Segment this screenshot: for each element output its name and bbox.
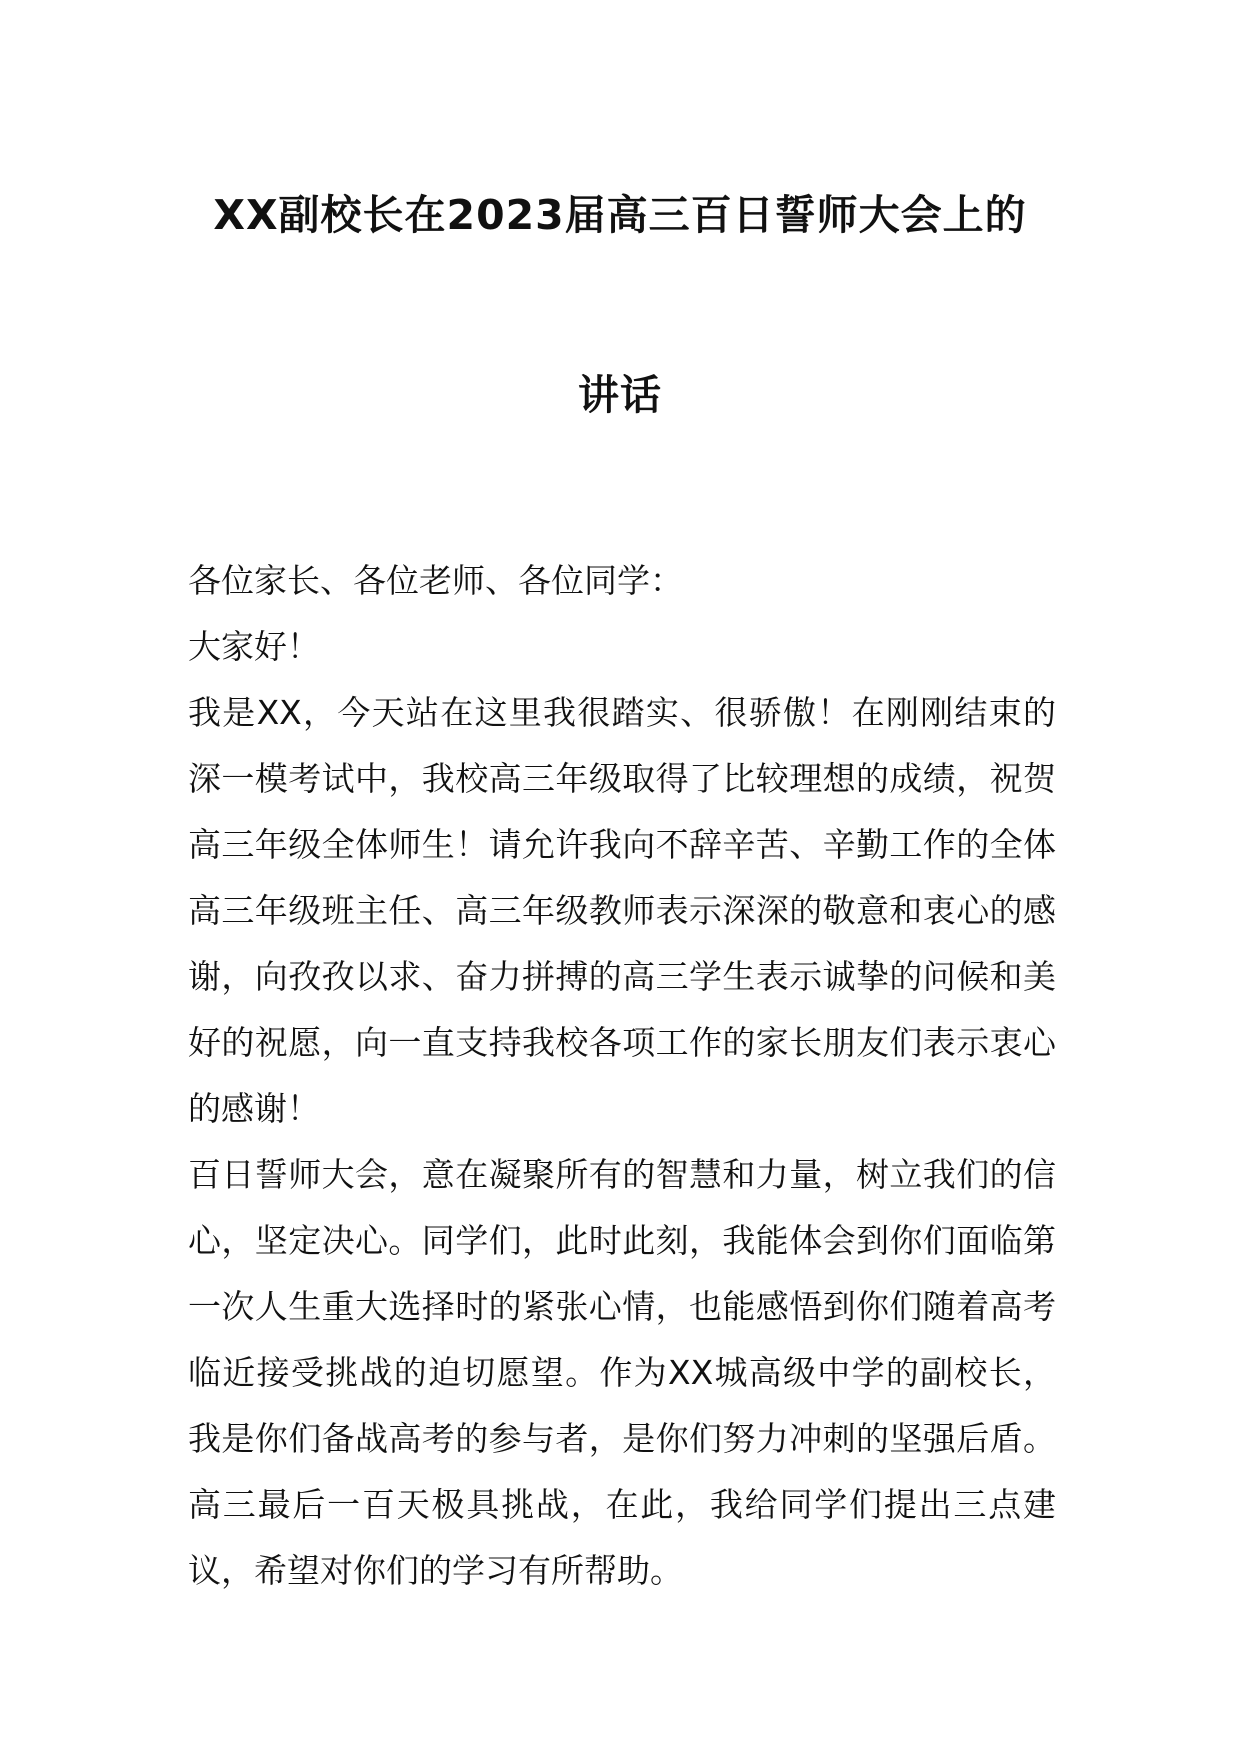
- document-title-line-1: XX副校长在2023届高三百日誓师大会上的: [213, 191, 1027, 239]
- salutation: 各位家长、各位老师、各位同学：: [188, 561, 683, 600]
- document-title-line-2: 讲话: [578, 371, 662, 419]
- paragraph-1: 我是XX，今天站在这里我很踏实、很骄傲！在刚刚结束的深一模考试中，我校高三年级取得了比较理想的成绩，祝贺高三年级全体师生！请允许我向不辞辛苦、辛勤工作的全体高三年级班主任、高三年级教师表示深深的敬意和衷心的感谢，向孜孜以求、奋力拼搏的高三学生表示诚挚的问候和美好的祝愿，向一直支持我校各项工作的家长朋友们表示衷心的感谢！: [188, 693, 1056, 1128]
- document-body: [188, 548, 1056, 1604]
- greeting: 大家好！: [188, 627, 320, 666]
- paragraph-2: 百日誓师大会，意在凝聚所有的智慧和力量，树立我们的信心，坚定决心。同学们，此时此刻，我能体会到你们面临第一次人生重大选择时的紧张心情，也能感悟到你们随着高考临近接受挑战的迫切愿望。作为XX城高级中学的副校长，我是你们备战高考的参与者，是你们努力冲刺的坚强后盾。高三最后一百天极具挑战，在此，我给同学们提出三点建议，希望对你们的学习有所帮助。: [188, 1155, 1056, 1590]
